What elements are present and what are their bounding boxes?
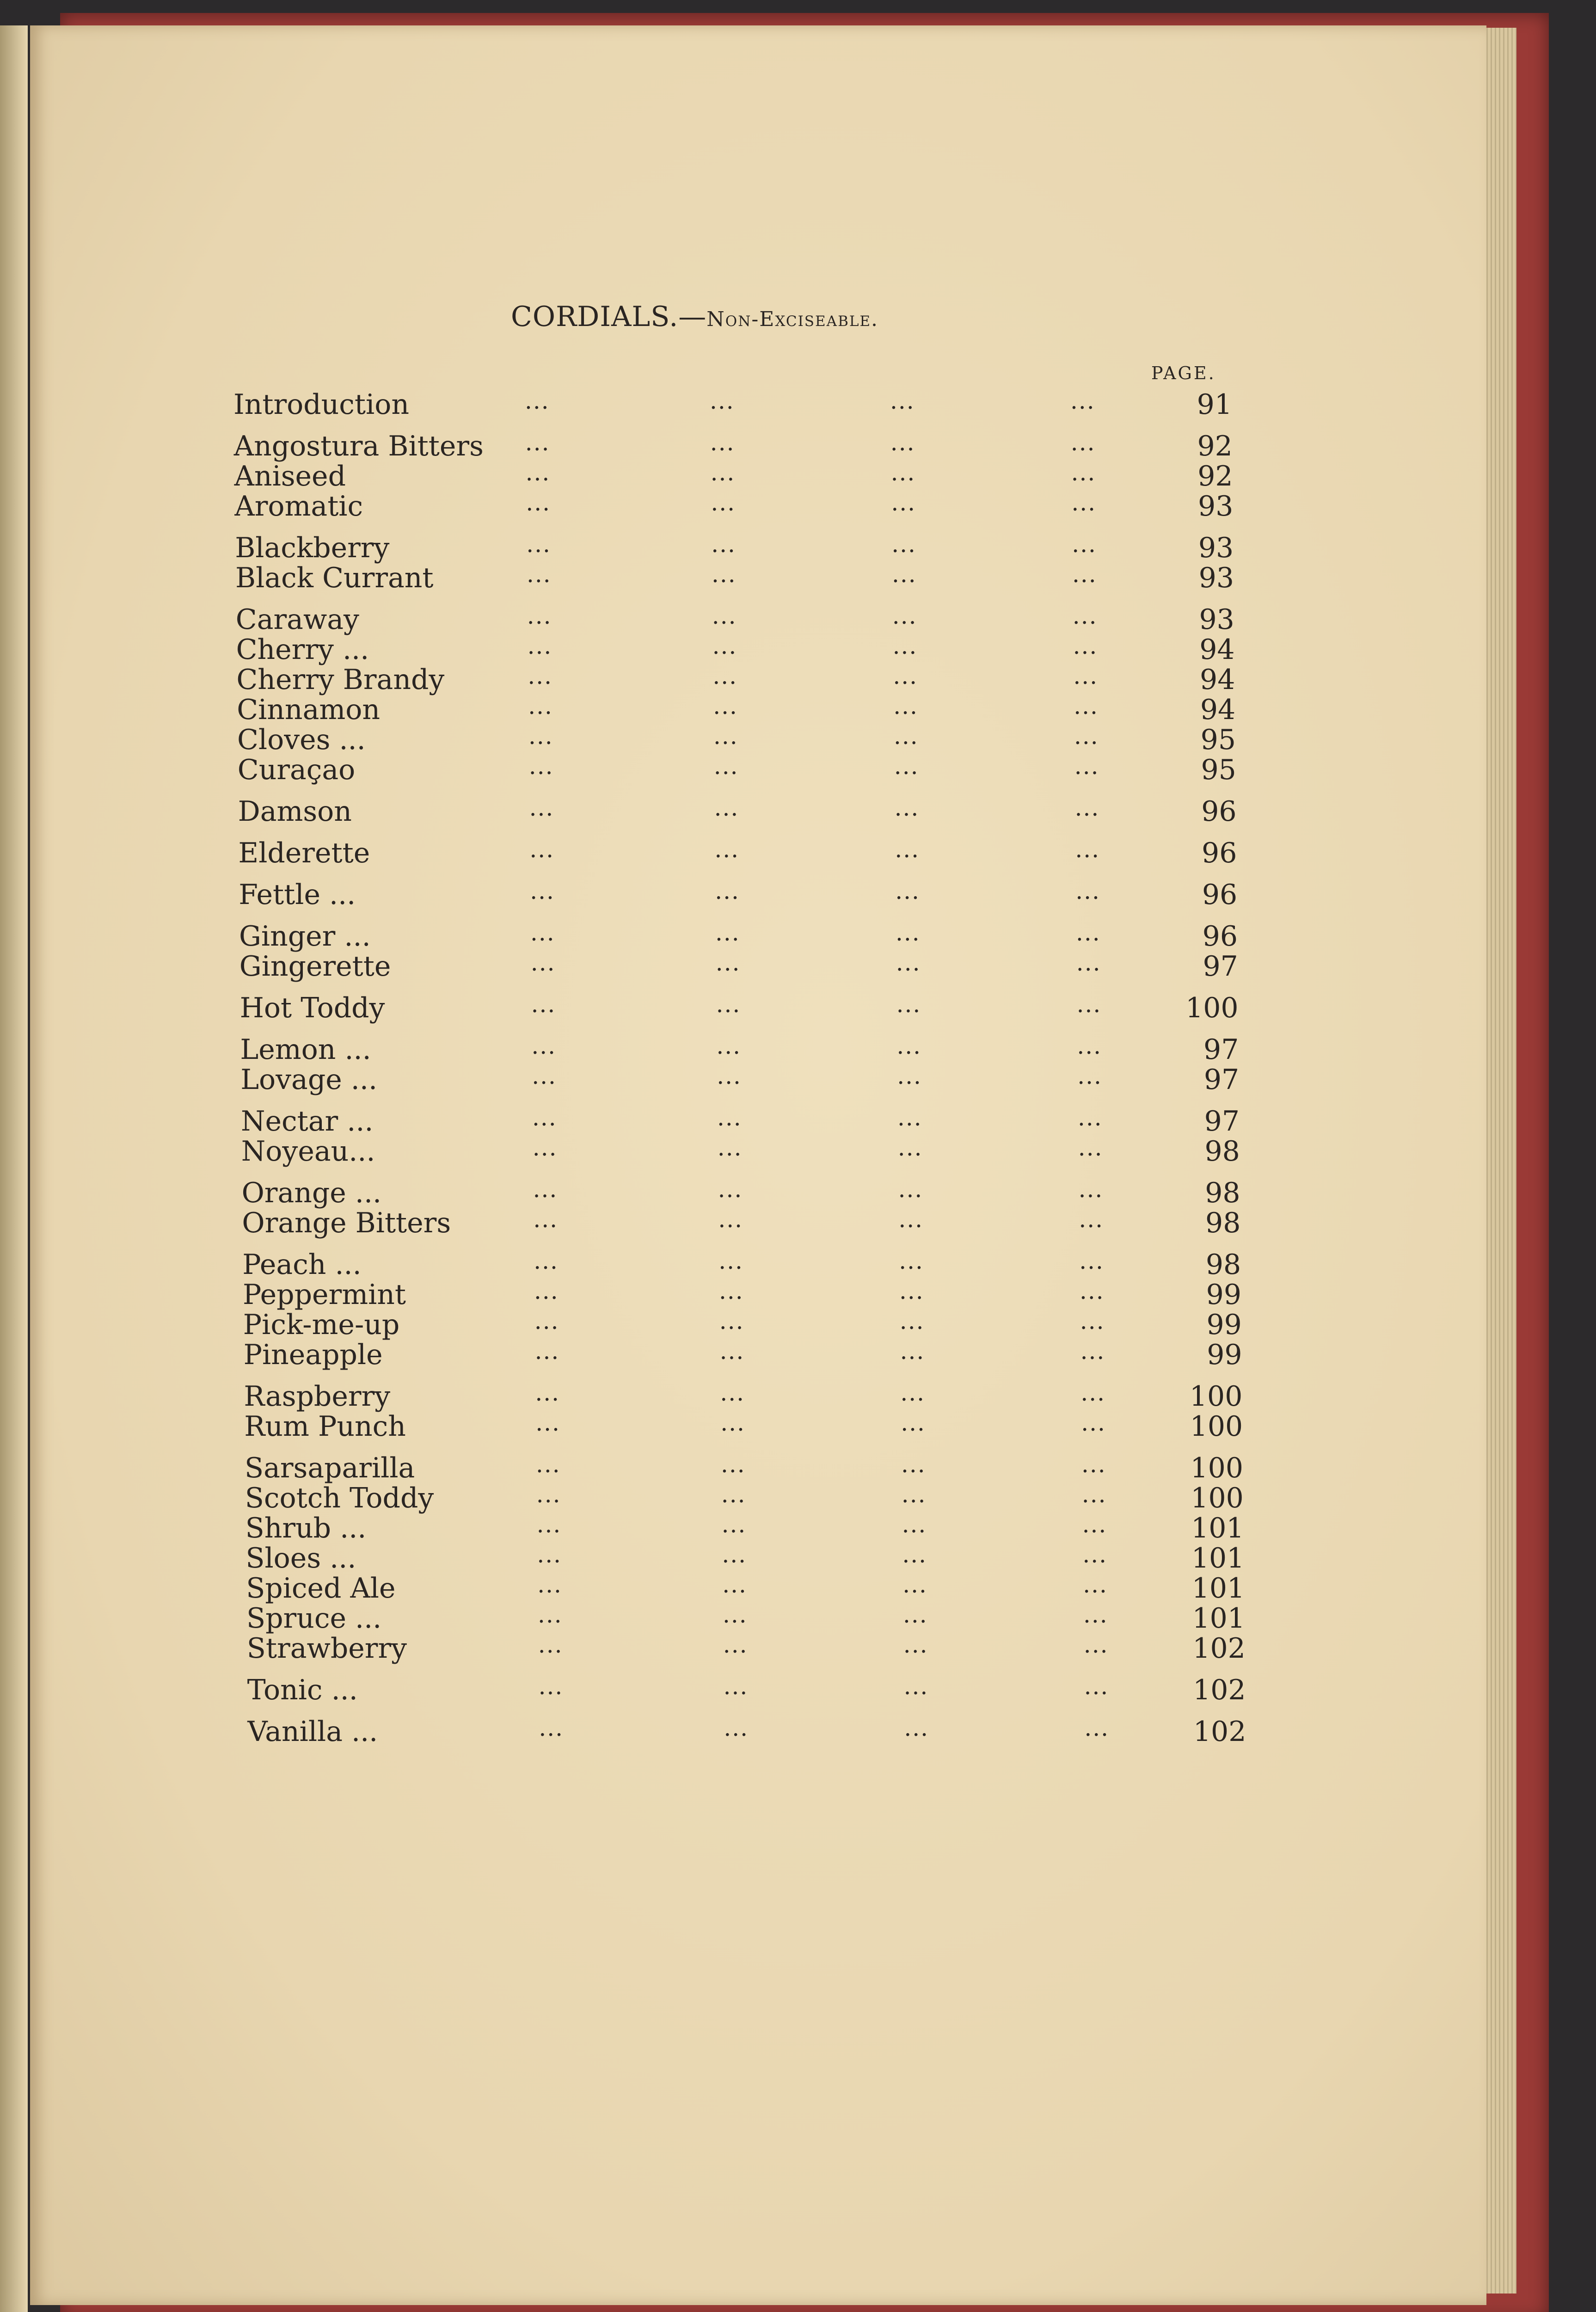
leader-dots: ... <box>893 663 918 689</box>
entry-page-number: 95 <box>1201 754 1236 786</box>
leader-dots: ... <box>711 531 736 558</box>
leader-dots: ... <box>721 1511 747 1538</box>
leader-dots: ... <box>712 663 738 689</box>
toc-entry <box>240 1033 1239 1066</box>
entry-name: Ginger ... <box>239 920 371 953</box>
leader-dots: ... <box>901 1451 926 1478</box>
leader-dots: ... <box>896 991 921 1018</box>
toc-entry <box>246 1512 1244 1544</box>
entry-page-number: 100 <box>1190 1410 1243 1443</box>
leader-dots: ... <box>904 1715 929 1741</box>
entry-page-number: 98 <box>1205 1248 1241 1281</box>
leader-dots: ... <box>899 1248 924 1274</box>
leader-dots: ... <box>903 1631 928 1658</box>
leader-dots: ... <box>717 1104 742 1131</box>
leader-dots: ... <box>527 633 552 659</box>
leader-dots: ... <box>529 794 554 821</box>
leader-dots: ... <box>890 459 916 486</box>
entry-page-number: 92 <box>1197 460 1233 492</box>
leader-dots: ... <box>530 878 555 904</box>
toc-entry <box>247 1674 1246 1706</box>
toc-entry <box>235 532 1234 564</box>
entry-name: Pick-me-up <box>243 1309 400 1341</box>
leader-dots: ... <box>528 663 553 689</box>
leader-dots: ... <box>897 1134 923 1161</box>
leader-dots: ... <box>534 1338 560 1365</box>
entry-name: Angostura Bitters <box>233 430 484 462</box>
leader-dots: ... <box>896 919 921 946</box>
leader-dots: ... <box>1083 1631 1109 1658</box>
leader-dots: ... <box>902 1571 927 1598</box>
entry-name: Hot Toddy <box>239 992 385 1024</box>
leader-dots: ... <box>529 836 555 863</box>
entry-name: Orange Bitters <box>242 1207 451 1239</box>
leader-dots: ... <box>537 1541 562 1568</box>
leader-dots: ... <box>1083 1571 1108 1598</box>
leader-dots: ... <box>1084 1673 1109 1700</box>
leader-dots: ... <box>536 1451 561 1478</box>
leader-dots: ... <box>531 1033 557 1059</box>
toc-entry <box>234 430 1233 462</box>
leader-dots: ... <box>1078 1176 1104 1203</box>
leader-dots: ... <box>710 387 735 414</box>
entry-page-number: 99 <box>1207 1339 1242 1371</box>
entry-name: Peppermint <box>243 1279 406 1311</box>
leader-dots: ... <box>901 1409 926 1436</box>
toc-entry <box>237 724 1236 756</box>
toc-entry <box>242 1207 1240 1239</box>
toc-entry <box>242 1248 1241 1281</box>
leader-dots: ... <box>894 753 919 780</box>
entry-page-number: 97 <box>1204 1105 1240 1138</box>
leader-dots: ... <box>1073 663 1099 689</box>
entry-name: Introduction <box>233 388 409 421</box>
leader-dots: ... <box>890 387 915 414</box>
entry-page-number: 100 <box>1189 1380 1243 1413</box>
entry-page-number: 97 <box>1203 1064 1240 1096</box>
leader-dots: ... <box>712 603 737 629</box>
entry-name: Noyeau... <box>241 1135 375 1168</box>
entry-name: Gingerette <box>239 950 391 983</box>
leader-dots: ... <box>712 561 737 588</box>
entry-name: Pineapple <box>243 1339 383 1371</box>
leader-dots: ... <box>1081 1451 1106 1478</box>
entry-page-number: 101 <box>1191 1572 1245 1605</box>
entry-name: Black Currant <box>235 562 434 594</box>
leader-dots: ... <box>902 1541 927 1568</box>
leader-dots: ... <box>1076 991 1102 1018</box>
leader-dots: ... <box>1072 561 1097 588</box>
entry-name: Caraway <box>235 603 359 636</box>
entry-name: Scotch Toddy <box>245 1482 434 1514</box>
leader-dots: ... <box>714 794 739 821</box>
toc-entry <box>235 562 1234 594</box>
entry-name: Curaçao <box>237 754 356 786</box>
toc-entry <box>236 603 1234 636</box>
leader-dots: ... <box>722 1571 747 1598</box>
toc-entry <box>242 1177 1240 1209</box>
leader-dots: ... <box>537 1571 562 1598</box>
entry-name: Sloes ... <box>246 1542 356 1574</box>
entry-page-number: 101 <box>1192 1602 1245 1635</box>
entry-page-number: 98 <box>1205 1177 1240 1209</box>
entry-page-number: 93 <box>1198 532 1234 564</box>
leader-dots: ... <box>898 1176 923 1203</box>
leader-dots: ... <box>536 1511 562 1538</box>
toc-entry <box>236 664 1235 696</box>
leader-dots: ... <box>718 1176 743 1203</box>
entry-page-number: 102 <box>1192 1632 1246 1665</box>
entry-page-number: 99 <box>1206 1279 1241 1311</box>
leader-dots: ... <box>710 429 735 456</box>
leader-dots: ... <box>716 1033 742 1059</box>
leader-dots: ... <box>1080 1379 1106 1406</box>
toc-entry <box>238 837 1237 869</box>
toc-entry <box>238 754 1236 786</box>
entry-name: Vanilla ... <box>247 1716 378 1748</box>
leader-dots: ... <box>1077 1033 1102 1059</box>
entry-page-number: 96 <box>1202 920 1238 953</box>
leader-dots: ... <box>1080 1338 1105 1365</box>
leader-dots: ... <box>525 387 550 414</box>
entry-page-number: 93 <box>1198 562 1234 594</box>
leader-dots: ... <box>1075 878 1100 904</box>
entry-name: Cherry ... <box>236 633 369 666</box>
leader-dots: ... <box>903 1673 929 1700</box>
leader-dots: ... <box>539 1715 564 1741</box>
entry-page-number: 100 <box>1191 1482 1244 1514</box>
toc-entry <box>240 992 1239 1024</box>
entry-name: Lemon ... <box>240 1033 371 1066</box>
entry-name: Tonic ... <box>247 1674 358 1706</box>
leader-dots: ... <box>900 1379 926 1406</box>
facing-page-edge <box>0 25 28 2312</box>
leader-dots: ... <box>1082 1541 1108 1568</box>
entry-name: Spiced Ale <box>246 1572 396 1605</box>
leader-dots: ... <box>894 794 920 821</box>
leader-dots: ... <box>534 1248 559 1274</box>
toc-entry <box>247 1632 1246 1665</box>
entry-page-number: 91 <box>1197 388 1232 421</box>
toc-entry <box>236 633 1235 666</box>
leader-dots: ... <box>532 1063 557 1089</box>
leader-dots: ... <box>1079 1206 1104 1233</box>
leader-dots: ... <box>720 1379 745 1406</box>
leader-dots: ... <box>902 1511 927 1538</box>
leader-dots: ... <box>892 633 918 659</box>
entry-name: Orange ... <box>241 1177 382 1209</box>
leader-dots: ... <box>719 1338 745 1365</box>
entry-name: Lovage ... <box>240 1064 378 1096</box>
leader-dots: ... <box>901 1481 927 1508</box>
toc-entry <box>233 388 1232 421</box>
leader-dots: ... <box>717 1134 743 1161</box>
entry-name: Raspberry <box>244 1380 391 1413</box>
entry-page-number: 98 <box>1205 1207 1241 1239</box>
toc-entry <box>238 795 1237 828</box>
toc-entry <box>241 1135 1240 1168</box>
entry-page-number: 96 <box>1202 879 1238 911</box>
entry-page-number: 98 <box>1204 1135 1240 1168</box>
leader-dots: ... <box>1080 1308 1105 1334</box>
leader-dots: ... <box>897 1104 922 1131</box>
leader-dots: ... <box>534 1278 559 1304</box>
toc-entry <box>247 1716 1246 1748</box>
leader-dots: ... <box>534 1308 559 1334</box>
leader-dots: ... <box>536 1481 561 1508</box>
leader-dots: ... <box>890 429 915 456</box>
toc-entry <box>246 1572 1245 1605</box>
leader-dots: ... <box>715 919 740 946</box>
leader-dots: ... <box>1078 1104 1103 1131</box>
leader-dots: ... <box>896 949 921 976</box>
leader-dots: ... <box>535 1379 560 1406</box>
leader-dots: ... <box>538 1631 563 1658</box>
leader-dots: ... <box>723 1673 749 1700</box>
book-page <box>30 25 1486 2305</box>
entry-name: Sarsaparilla <box>245 1452 415 1484</box>
leader-dots: ... <box>533 1206 559 1233</box>
toc-entry <box>239 950 1238 983</box>
entry-page-number: 101 <box>1191 1512 1244 1544</box>
leader-dots: ... <box>899 1278 924 1304</box>
leader-dots: ... <box>714 836 740 863</box>
entry-name: Cloves ... <box>237 724 366 756</box>
leader-dots: ... <box>1079 1248 1104 1274</box>
leader-dots: ... <box>1073 633 1098 659</box>
toc-entry <box>239 879 1237 911</box>
entry-name: Elderette <box>238 837 370 869</box>
leader-dots: ... <box>898 1206 924 1233</box>
entry-page-number: 96 <box>1201 795 1237 828</box>
leader-dots: ... <box>718 1248 743 1274</box>
entry-name: Strawberry <box>246 1632 407 1665</box>
toc-entry <box>237 694 1235 726</box>
leader-dots: ... <box>1072 603 1098 629</box>
toc-entry <box>245 1452 1243 1484</box>
leader-dots: ... <box>528 723 553 750</box>
leader-dots: ... <box>895 878 920 904</box>
leader-dots: ... <box>719 1308 744 1334</box>
leader-dots: ... <box>723 1631 748 1658</box>
entry-page-number: 102 <box>1193 1716 1246 1748</box>
leader-dots: ... <box>899 1308 925 1334</box>
leader-dots: ... <box>715 949 741 976</box>
leader-dots: ... <box>1075 836 1100 863</box>
leader-dots: ... <box>1076 949 1101 976</box>
leader-dots: ... <box>1070 429 1096 456</box>
leader-dots: ... <box>530 949 556 976</box>
leader-dots: ... <box>527 561 552 588</box>
leader-dots: ... <box>533 1176 558 1203</box>
toc-entry <box>245 1482 1244 1514</box>
toc-entry <box>234 460 1233 492</box>
leader-dots: ... <box>1071 489 1097 516</box>
leader-dots: ... <box>1081 1409 1106 1436</box>
entry-page-number: 102 <box>1193 1674 1246 1706</box>
leader-dots: ... <box>892 603 917 629</box>
entry-name: Fettle ... <box>239 879 356 911</box>
leader-dots: ... <box>526 489 551 516</box>
leader-dots: ... <box>717 1063 742 1089</box>
leader-dots: ... <box>531 991 556 1018</box>
leader-dots: ... <box>1074 693 1099 719</box>
leader-dots: ... <box>712 633 737 659</box>
entry-name: Blackberry <box>235 532 390 564</box>
leader-dots: ... <box>526 531 551 558</box>
leader-dots: ... <box>538 1673 564 1700</box>
leader-dots: ... <box>716 991 741 1018</box>
leader-dots: ... <box>891 531 916 558</box>
page-column-label: PAGE. <box>1151 363 1216 383</box>
entry-name: Shrub ... <box>245 1512 367 1544</box>
entry-page-number: 95 <box>1200 724 1236 756</box>
toc-entry <box>243 1309 1242 1341</box>
leader-dots: ... <box>525 459 551 486</box>
leader-dots: ... <box>893 693 918 719</box>
leader-dots: ... <box>892 561 917 588</box>
entry-page-number: 94 <box>1199 633 1235 666</box>
leader-dots: ... <box>525 429 550 456</box>
leader-dots: ... <box>713 753 739 780</box>
entry-name: Damson <box>238 795 352 828</box>
entry-name: Aniseed <box>234 460 346 492</box>
leader-dots: ... <box>724 1715 749 1741</box>
toc-entry <box>244 1410 1243 1443</box>
leader-dots: ... <box>713 693 738 719</box>
entry-name: Aromatic <box>234 490 363 523</box>
leader-dots: ... <box>722 1541 747 1568</box>
leader-dots: ... <box>535 1409 560 1436</box>
entry-page-number: 93 <box>1199 603 1234 636</box>
toc-entry <box>239 920 1238 953</box>
leader-dots: ... <box>1078 1134 1103 1161</box>
toc-entry <box>234 490 1233 523</box>
leader-dots: ... <box>1077 1063 1102 1089</box>
toc-entry <box>244 1380 1242 1413</box>
leader-dots: ... <box>1076 919 1101 946</box>
leader-dots: ... <box>891 489 916 516</box>
heading-main: CORDIALS.— <box>511 301 707 333</box>
leader-dots: ... <box>1081 1481 1107 1508</box>
leader-dots: ... <box>1072 531 1097 558</box>
leader-dots: ... <box>718 1206 743 1233</box>
entry-page-number: 92 <box>1197 430 1233 462</box>
leader-dots: ... <box>900 1338 925 1365</box>
leader-dots: ... <box>897 1063 922 1089</box>
leader-dots: ... <box>538 1601 563 1628</box>
entry-page-number: 94 <box>1200 664 1235 696</box>
entry-page-number: 99 <box>1206 1309 1242 1341</box>
leader-dots: ... <box>720 1409 745 1436</box>
leader-dots: ... <box>719 1278 744 1304</box>
leader-dots: ... <box>528 693 553 719</box>
leader-dots: ... <box>723 1601 748 1628</box>
entry-page-number: 101 <box>1191 1542 1245 1574</box>
leader-dots: ... <box>715 878 740 904</box>
toc-entry <box>241 1105 1240 1138</box>
entry-page-number: 96 <box>1202 837 1237 869</box>
leader-dots: ... <box>1071 459 1096 486</box>
heading-subtitle: Non-Exciseable. <box>706 307 879 331</box>
leader-dots: ... <box>896 1033 922 1059</box>
entry-page-number: 100 <box>1190 1452 1243 1484</box>
toc-entry <box>246 1602 1245 1635</box>
toc-entry <box>244 1339 1242 1371</box>
entry-page-number: 100 <box>1185 992 1239 1024</box>
toc-entry <box>243 1279 1241 1311</box>
entry-name: Spruce ... <box>246 1602 382 1635</box>
entry-page-number: 97 <box>1203 950 1238 983</box>
entry-name: Cherry Brandy <box>236 664 445 696</box>
entry-page-number: 93 <box>1198 490 1234 523</box>
leader-dots: ... <box>710 459 736 486</box>
leader-dots: ... <box>1080 1278 1105 1304</box>
entry-page-number: 97 <box>1203 1033 1239 1066</box>
leader-dots: ... <box>1070 387 1095 414</box>
leader-dots: ... <box>532 1134 558 1161</box>
entry-name: Nectar ... <box>241 1105 374 1138</box>
entry-name: Peach ... <box>242 1248 362 1281</box>
toc-entry <box>240 1064 1239 1096</box>
leader-dots: ... <box>1084 1715 1110 1741</box>
entry-name: Rum Punch <box>244 1410 406 1443</box>
leader-dots: ... <box>527 603 552 629</box>
leader-dots: ... <box>1083 1601 1108 1628</box>
leader-dots: ... <box>721 1451 746 1478</box>
leader-dots: ... <box>894 723 919 750</box>
leader-dots: ... <box>713 723 738 750</box>
leader-dots: ... <box>895 836 920 863</box>
leader-dots: ... <box>721 1481 746 1508</box>
entry-page-number: 94 <box>1200 694 1236 726</box>
toc-entry <box>246 1542 1244 1574</box>
entry-name: Cinnamon <box>237 694 381 726</box>
leader-dots: ... <box>1074 794 1100 821</box>
leader-dots: ... <box>528 753 554 780</box>
leader-dots: ... <box>1074 753 1099 780</box>
leader-dots: ... <box>903 1601 928 1628</box>
section-heading <box>511 301 878 333</box>
leader-dots: ... <box>1082 1511 1107 1538</box>
leader-dots: ... <box>530 919 555 946</box>
leader-dots: ... <box>532 1104 557 1131</box>
leader-dots: ... <box>1074 723 1099 750</box>
leader-dots: ... <box>711 489 736 516</box>
